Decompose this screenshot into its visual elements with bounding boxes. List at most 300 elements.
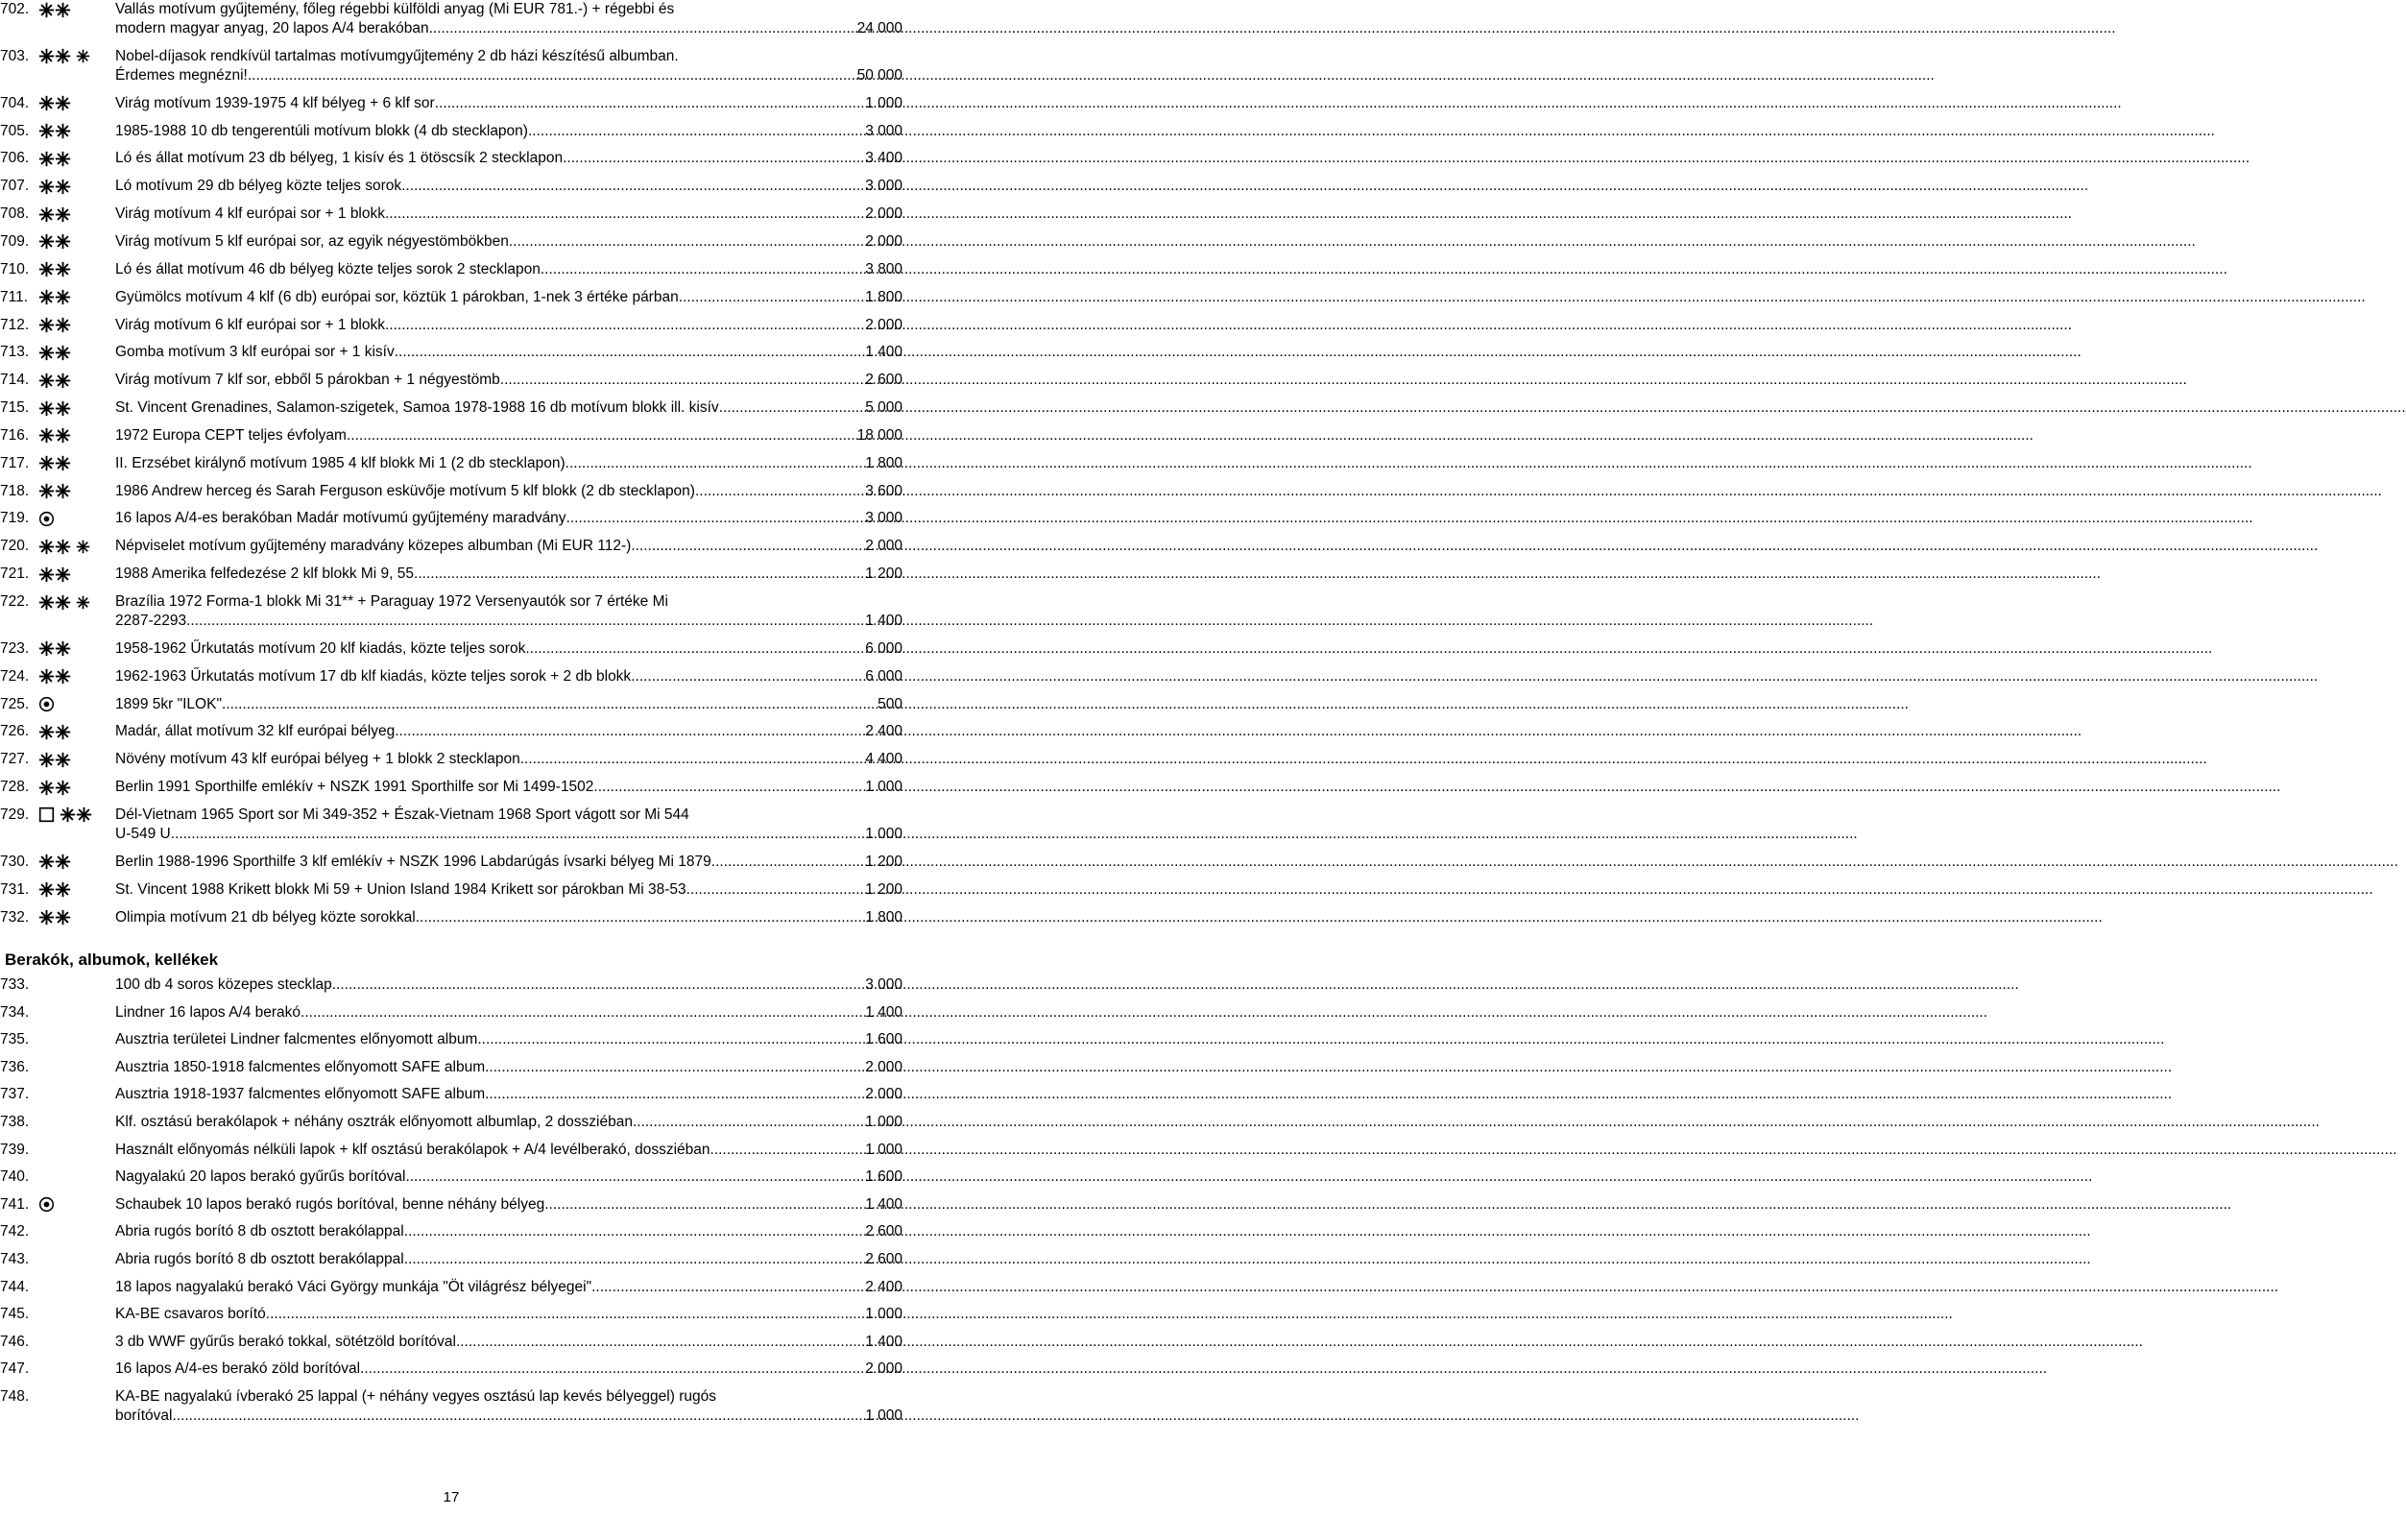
- lot-description: [115, 1278, 922, 1297]
- lot-description: [115, 0, 922, 38]
- lot-description: [115, 695, 922, 714]
- mint-star-icon: [38, 345, 55, 361]
- lot-item: [0, 316, 922, 335]
- lot-item: [0, 0, 922, 38]
- lot-number: 741.: [0, 1195, 30, 1213]
- lot-number: 748.: [0, 1388, 30, 1405]
- dot-leader: [332, 975, 865, 995]
- lot-price: 2 400: [865, 723, 902, 740]
- condition-symbol: [38, 695, 115, 714]
- dot-leader: [404, 1222, 865, 1241]
- lot-number: 718.: [0, 482, 30, 499]
- condition-symbol: [38, 482, 115, 501]
- mint-star-icon: [38, 594, 55, 611]
- lot-description: [115, 639, 922, 659]
- lot-description-text: 1972 Europa CEPT teljes évfolyam: [115, 426, 347, 444]
- lot-item: [0, 1113, 922, 1132]
- lot-item: [0, 880, 922, 900]
- condition-symbol: [38, 806, 115, 825]
- lot-description: [115, 1167, 922, 1187]
- mint-star-icon: [38, 640, 55, 657]
- lot-description: [115, 975, 922, 995]
- lot-description-text: 100 db 4 soros közepes stecklap: [115, 976, 332, 993]
- lot-item: [0, 122, 922, 141]
- lot-number: 742.: [0, 1223, 30, 1240]
- lot-description-text: II. Erzsébet királynő motívum 1985 4 klf blokk Mi 1 (2 db stecklapon): [115, 454, 565, 471]
- lot-description: [115, 1360, 922, 1379]
- lot-description-text: Vallás motívum gyűjtemény, főleg régebbi külföldi anyag (Mi EUR 781.-) + régebbi és: [115, 1, 675, 17]
- lot-number: 731.: [0, 880, 30, 898]
- lot-price: 6 000: [865, 667, 902, 685]
- condition-symbol: [38, 565, 115, 584]
- lot-description-text: Virág motívum 5 klf európai sor, az egyik négyestömbökben: [115, 232, 509, 250]
- lot-description-text: Használt előnyomás nélküli lapok + klf osztású berakólapok + A/4 levélberakó, dossziéban: [115, 1141, 710, 1158]
- lot-number: 712.: [0, 316, 30, 333]
- lot-item: [0, 537, 922, 556]
- lot-price: 1 000: [865, 1114, 902, 1130]
- lot-price: 3 000: [865, 122, 902, 139]
- dot-leader: [347, 426, 857, 445]
- mint-star-icon: [38, 668, 55, 685]
- lot-number: 720.: [0, 538, 30, 555]
- lot-description: [115, 509, 922, 528]
- lot-description: [115, 908, 922, 927]
- section-heading: Berakók, albumok, kellékek: [5, 950, 219, 969]
- lot-number: 744.: [0, 1278, 30, 1295]
- mint-star-icon: [38, 455, 55, 471]
- mint-star-icon: [38, 206, 55, 223]
- lot-price: 4 400: [865, 751, 902, 768]
- lot-number: 716.: [0, 426, 30, 444]
- mint-star-icon: [55, 123, 71, 139]
- lot-description: [115, 565, 922, 584]
- mint-star-icon: [38, 48, 55, 64]
- condition-symbol: [38, 232, 115, 252]
- lot-description-text: Lindner 16 lapos A/4 berakó: [115, 1003, 301, 1021]
- lot-price: 1 400: [865, 613, 902, 629]
- lot-description: [115, 149, 922, 168]
- lot-item: [0, 177, 922, 196]
- lot-description-text: Ausztria területei Lindner falcmentes előnyomott album: [115, 1031, 478, 1048]
- lot-description-text: 1962-1963 Űrkutatás motívum 17 db klf kiadás, közte teljes sorok + 2 db blokk: [115, 667, 632, 685]
- lot-item: [0, 722, 922, 741]
- condition-symbol: [38, 1003, 115, 1023]
- lot-item: [0, 975, 922, 995]
- lot-item: [0, 1085, 922, 1104]
- condition-symbol: [38, 149, 115, 168]
- lot-item: [0, 695, 922, 714]
- lot-price: 1 200: [865, 880, 902, 898]
- dot-leader: [695, 482, 865, 501]
- lot-description: [115, 260, 922, 279]
- mint-star-icon: [38, 317, 55, 333]
- lot-price: 6 000: [865, 639, 902, 657]
- lot-description: [115, 1250, 922, 1269]
- lot-description: [115, 1058, 922, 1077]
- lot-description: [115, 454, 922, 473]
- condition-symbol: [38, 537, 115, 556]
- lot-number: 702.: [0, 1, 30, 17]
- mint-star-icon: [55, 668, 71, 685]
- mint-star-icon: [38, 2, 55, 18]
- dot-leader: [266, 1305, 865, 1324]
- lot-number: 710.: [0, 260, 30, 277]
- mint-star-icon: [55, 640, 71, 657]
- lot-item: [0, 482, 922, 501]
- hinged-star-icon: [76, 49, 90, 63]
- lot-item: [0, 260, 922, 279]
- lot-number: 715.: [0, 399, 30, 417]
- lot-description: [115, 94, 922, 113]
- lot-price: 3 000: [865, 976, 902, 993]
- lot-description-text: U-549 U: [115, 825, 171, 842]
- lot-description-text: 16 lapos A/4-es berakóban Madár motívumú gyűjtemény maradvány: [115, 510, 566, 527]
- lot-number: 738.: [0, 1114, 30, 1130]
- lot-number: 723.: [0, 639, 30, 657]
- lot-price: 2 600: [865, 1251, 902, 1267]
- lot-description: [115, 205, 922, 224]
- condition-symbol: [38, 1167, 115, 1187]
- condition-symbol: [38, 1305, 115, 1324]
- lot-item: [0, 205, 922, 224]
- mint-star-icon: [38, 881, 55, 898]
- lot-number: 717.: [0, 454, 30, 471]
- mint-star-icon: [38, 400, 55, 417]
- condition-symbol: [38, 343, 115, 362]
- condition-symbol: [38, 1360, 115, 1379]
- lot-description-text: 1986 Andrew herceg és Sarah Ferguson esküvője motívum 5 klf blokk (2 db stecklapon): [115, 482, 695, 499]
- lot-price: 3 000: [865, 510, 902, 527]
- lot-description-text: Érdemes megnézni!: [115, 66, 248, 84]
- lot-number: 713.: [0, 344, 30, 361]
- lot-item: [0, 288, 922, 307]
- lot-description-text: Gomba motívum 3 klf európai sor + 1 kisív: [115, 344, 395, 361]
- mint-star-icon: [55, 233, 71, 250]
- lot-item: [0, 232, 922, 252]
- lot-item: [0, 592, 922, 631]
- mint-star-icon: [55, 151, 71, 167]
- mint-star-icon: [38, 373, 55, 389]
- lot-item: [0, 343, 922, 362]
- lot-number: 703.: [0, 47, 30, 64]
- catalog-page: [0, 0, 922, 1540]
- hinged-star-icon: [76, 595, 90, 610]
- mint-star-icon: [38, 483, 55, 499]
- dot-leader: [593, 778, 865, 797]
- lot-description: [115, 398, 922, 418]
- lot-item: [0, 908, 922, 927]
- condition-symbol: [38, 1085, 115, 1104]
- lot-description-text: modern magyar anyag, 20 lapos A/4 berakóban: [115, 20, 429, 36]
- dot-leader: [679, 288, 865, 307]
- lot-description-text: St. Vincent 1988 Krikett blokk Mi 59 + Union Island 1984 Krikett sor párokban Mi 38-53: [115, 880, 686, 898]
- dot-leader: [301, 1003, 865, 1023]
- lot-description: [115, 1113, 922, 1132]
- lot-description-text: Növény motívum 43 klf európai bélyeg + 1 blokk 2 stecklapon: [115, 751, 520, 768]
- lot-description: [115, 177, 922, 196]
- lot-description-text: 1899 5kr "ILOK": [115, 695, 222, 712]
- dot-leader: [710, 1141, 866, 1160]
- condition-symbol: [38, 205, 115, 224]
- mint-star-icon: [55, 179, 71, 195]
- lot-number: 727.: [0, 751, 30, 768]
- lot-description-text: KA-BE csavaros borító: [115, 1306, 266, 1323]
- condition-symbol: [38, 260, 115, 279]
- lot-item: [0, 853, 922, 872]
- lot-item: [0, 398, 922, 418]
- lot-price: 3 000: [865, 178, 902, 195]
- dot-leader: [719, 398, 866, 418]
- mint-star-icon: [55, 48, 71, 64]
- lot-number: 706.: [0, 150, 30, 167]
- condition-symbol: [38, 426, 115, 445]
- dot-leader: [686, 880, 866, 900]
- mint-star-icon: [38, 724, 55, 740]
- condition-symbol: [38, 454, 115, 473]
- postmark-used-icon: [38, 1196, 55, 1213]
- lot-description-text: Virág motívum 7 klf sor, ebből 5 párokban + 1 négyestömb: [115, 372, 500, 389]
- condition-symbol: [38, 1278, 115, 1297]
- lot-price: 2 000: [865, 232, 902, 250]
- lot-item: [0, 509, 922, 528]
- lot-item: [0, 149, 922, 168]
- lot-number: 745.: [0, 1306, 30, 1323]
- lot-number: 705.: [0, 122, 30, 139]
- dot-leader: [395, 722, 865, 741]
- mint-star-icon: [38, 752, 55, 768]
- dot-leader: [186, 612, 865, 631]
- lot-number: 736.: [0, 1058, 30, 1075]
- lot-description-text: Berlin 1991 Sporthilfe emlékív + NSZK 1991 Sporthilfe sor Mi 1499-1502: [115, 779, 594, 796]
- lot-description-text: Abria rugós borító 8 db osztott berakólappal: [115, 1223, 404, 1240]
- lot-number: 721.: [0, 565, 30, 583]
- lot-description: [115, 122, 922, 141]
- lot-number: 714.: [0, 372, 30, 389]
- lot-price: 1 600: [865, 1031, 902, 1048]
- lot-description: [115, 1030, 922, 1049]
- lot-price: 2 000: [865, 316, 902, 333]
- lot-description-text: Brazília 1972 Forma-1 blokk Mi 31** + Paraguay 1972 Versenyautók sor 7 értéke Mi: [115, 593, 668, 610]
- mint-star-icon: [55, 566, 71, 583]
- lot-number: 734.: [0, 1003, 30, 1021]
- lot-price: 2 000: [865, 1058, 902, 1075]
- dot-leader: [171, 825, 865, 844]
- lot-number: 719.: [0, 510, 30, 527]
- lot-number: 709.: [0, 232, 30, 250]
- mint-star-icon: [55, 2, 71, 18]
- condition-symbol: [38, 316, 115, 335]
- lot-description: [115, 667, 922, 686]
- mint-star-icon: [60, 806, 76, 823]
- lot-item: [0, 1195, 922, 1215]
- mint-star-icon: [38, 95, 55, 111]
- lot-item: [0, 1360, 922, 1379]
- mint-star-icon: [55, 780, 71, 796]
- lot-description-text: Gyümölcs motívum 4 klf (6 db) európai sor, köztük 1 párokban, 1-nek 3 értéke párban: [115, 288, 679, 305]
- lot-description-text: Schaubek 10 lapos berakó rugós borítóval, benne néhány bélyeg: [115, 1195, 545, 1213]
- lot-price: 1 400: [865, 1003, 902, 1021]
- lot-description-text: Nobel-díjasok rendkívül tartalmas motívumgyűjtemény 2 db házi készítésű albumban.: [115, 47, 679, 64]
- lot-item: [0, 94, 922, 113]
- lot-price: 1 000: [865, 779, 902, 796]
- lot-item: [0, 371, 922, 390]
- lot-number: 724.: [0, 667, 30, 685]
- lot-description-text: 1958-1962 Űrkutatás motívum 20 klf kiadás, közte teljes sorok: [115, 639, 526, 657]
- lot-description-text: 18 lapos nagyalakú berakó Váci György munkája "Öt világrész bélyegei": [115, 1278, 592, 1295]
- lot-description-text: Népviselet motívum gyűjtemény maradvány közepes albumban (Mi EUR 112-): [115, 538, 632, 555]
- lot-description-text: 2287-2293: [115, 613, 187, 629]
- dot-leader: [485, 1085, 865, 1104]
- lot-item: [0, 806, 922, 844]
- lot-description-text: borítóval: [115, 1408, 173, 1424]
- dot-leader: [248, 66, 857, 85]
- condition-symbol: [38, 1141, 115, 1160]
- lot-description: [115, 1305, 922, 1324]
- lot-description: [115, 537, 922, 556]
- condition-symbol: [38, 853, 115, 872]
- condition-symbol: [38, 1113, 115, 1132]
- lot-price: 2 600: [865, 372, 902, 389]
- lot-description: [115, 806, 922, 844]
- condition-symbol: [38, 722, 115, 741]
- dot-leader: [435, 94, 865, 113]
- lot-description-text: KA-BE nagyalakú ívberakó 25 lappal (+ néhány vegyes osztású lap kevés bélyeggel) rugós: [115, 1388, 716, 1405]
- mint-star-icon: [55, 400, 71, 417]
- dot-leader: [500, 371, 865, 390]
- lot-price: 3 800: [865, 260, 902, 277]
- mint-star-icon: [55, 752, 71, 768]
- mint-star-icon: [55, 345, 71, 361]
- dot-leader: [401, 177, 865, 196]
- lot-description-text: Virág motívum 6 klf európai sor + 1 blokk: [115, 316, 385, 333]
- lot-price: 1 800: [865, 454, 902, 471]
- mint-star-icon: [55, 594, 71, 611]
- condition-symbol: [38, 778, 115, 797]
- mint-star-icon: [38, 854, 55, 870]
- mint-star-icon: [55, 909, 71, 926]
- lot-number: 725.: [0, 695, 30, 712]
- lot-description-text: Ló motívum 29 db bélyeg közte teljes sorok: [115, 178, 402, 195]
- condition-symbol: [38, 667, 115, 686]
- lot-number: 729.: [0, 806, 30, 823]
- mint-star-icon: [38, 233, 55, 250]
- lot-description: [115, 778, 922, 797]
- lot-description-text: 1985-1988 10 db tengerentúli motívum blokk (4 db stecklapon): [115, 122, 528, 139]
- condition-symbol: [38, 592, 115, 612]
- lot-description-text: Virág motívum 4 klf európai sor + 1 blokk: [115, 205, 385, 223]
- lot-number: 743.: [0, 1251, 30, 1267]
- mint-star-icon: [38, 151, 55, 167]
- mint-star-icon: [55, 261, 71, 277]
- lot-item: [0, 750, 922, 769]
- dot-leader: [429, 19, 857, 38]
- lot-item: [0, 1167, 922, 1187]
- lot-price: 1 400: [865, 344, 902, 361]
- condition-symbol: [38, 639, 115, 659]
- lot-price: 1 000: [865, 825, 902, 842]
- lot-description-text: Madár, állat motívum 32 klf európai bélyeg: [115, 723, 396, 740]
- dot-leader: [222, 695, 878, 714]
- lot-item: [0, 565, 922, 584]
- lot-description-text: Berlin 1988-1996 Sporthilfe 3 klf emlékív + NSZK 1996 Labdarúgás ívsarki bélyeg Mi 1879: [115, 853, 711, 870]
- lot-description-text: 16 lapos A/4-es berakó zöld borítóval: [115, 1360, 361, 1378]
- condition-symbol: [38, 47, 115, 66]
- lot-item: [0, 639, 922, 659]
- lot-number: 739.: [0, 1141, 30, 1158]
- lot-item: [0, 1305, 922, 1324]
- condition-symbol: [38, 1195, 115, 1215]
- lot-number: 730.: [0, 853, 30, 870]
- dot-leader: [633, 1113, 865, 1132]
- dot-leader: [711, 853, 865, 872]
- mint-star-icon: [38, 289, 55, 305]
- lot-price: 1 000: [865, 1408, 902, 1424]
- lot-description: [115, 1141, 922, 1160]
- lot-price: 18 000: [856, 426, 902, 444]
- condition-symbol: [38, 122, 115, 141]
- mint-star-icon: [55, 427, 71, 444]
- dot-leader: [395, 343, 865, 362]
- dot-leader: [565, 454, 866, 473]
- lot-price: 2 400: [865, 1278, 902, 1295]
- lot-price: 50 000: [856, 66, 902, 84]
- mint-star-icon: [55, 483, 71, 499]
- condition-symbol: [38, 371, 115, 390]
- lot-description: [115, 592, 922, 631]
- mint-star-icon: [38, 427, 55, 444]
- lot-price: 1 200: [865, 565, 902, 583]
- lot-description-text: Olimpia motívum 21 db bélyeg közte sorokkal: [115, 908, 416, 926]
- dot-leader: [631, 537, 865, 556]
- mint-star-icon: [55, 373, 71, 389]
- lot-description: [115, 880, 922, 900]
- lot-description-text: Ló és állat motívum 46 db bélyeg közte teljes sorok 2 stecklapon: [115, 260, 541, 277]
- lot-number: 747.: [0, 1360, 30, 1378]
- lot-description: [115, 426, 922, 445]
- lot-number: 746.: [0, 1333, 30, 1350]
- lot-description: [115, 1333, 922, 1352]
- condition-symbol: [38, 1030, 115, 1049]
- lot-number: 708.: [0, 205, 30, 223]
- lot-price: 1 400: [865, 1333, 902, 1350]
- dot-leader: [566, 509, 866, 528]
- lot-item: [0, 1387, 922, 1426]
- lot-number: 740.: [0, 1168, 30, 1186]
- lot-price: 1 800: [865, 288, 902, 305]
- condition-symbol: [38, 1250, 115, 1269]
- lot-item: [0, 667, 922, 686]
- lot-number: 704.: [0, 94, 30, 111]
- lot-description-text: Dél-Vietnam 1965 Sport sor Mi 349-352 + Észak-Vietnam 1968 Sport vágott sor Mi 544: [115, 806, 689, 823]
- condition-symbol: [38, 1333, 115, 1352]
- postmark-used-icon: [38, 511, 55, 527]
- lot-number: 707.: [0, 178, 30, 195]
- condition-symbol: [38, 880, 115, 900]
- condition-symbol: [38, 94, 115, 113]
- lot-item: [0, 1058, 922, 1077]
- lot-price: 3 400: [865, 150, 902, 167]
- lot-number: 726.: [0, 723, 30, 740]
- lot-price: 24 000: [856, 20, 902, 36]
- lot-number: 735.: [0, 1031, 30, 1048]
- mint-star-icon: [55, 854, 71, 870]
- lot-item: [0, 778, 922, 797]
- mint-star-icon: [38, 780, 55, 796]
- lot-description: [115, 1387, 922, 1426]
- lot-item: [0, 1278, 922, 1297]
- lot-description: [115, 750, 922, 769]
- dot-leader: [405, 1167, 865, 1187]
